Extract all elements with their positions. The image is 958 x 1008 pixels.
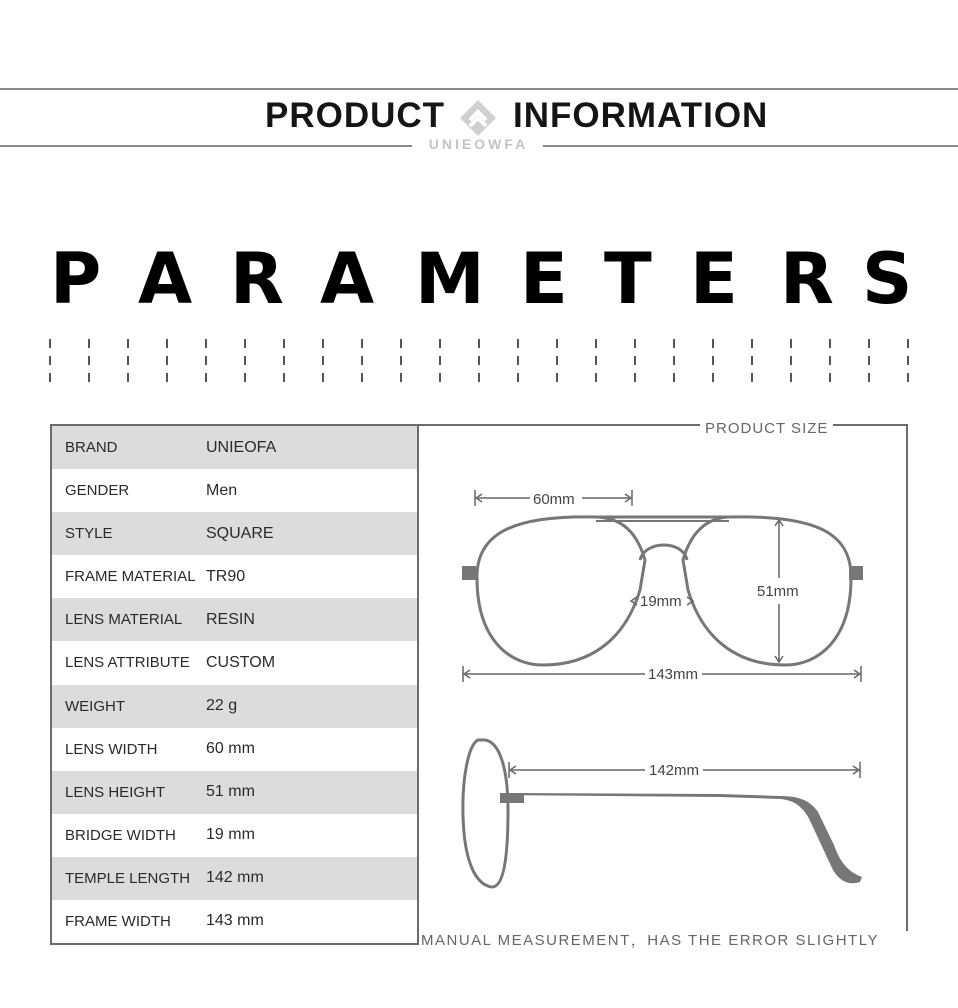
tick-mark bbox=[400, 339, 402, 348]
tick-mark bbox=[166, 339, 168, 348]
tick-mark bbox=[478, 356, 480, 365]
tick-mark bbox=[88, 339, 90, 348]
tick-mark bbox=[595, 373, 597, 382]
parameter-value: TR90 bbox=[206, 567, 246, 585]
tick-mark bbox=[166, 373, 168, 382]
tick-mark bbox=[790, 373, 792, 382]
parameter-label: LENS WIDTH bbox=[65, 740, 158, 758]
tick-mark bbox=[517, 373, 519, 382]
tick-mark bbox=[361, 373, 363, 382]
tick-mark bbox=[634, 356, 636, 365]
parameter-label: GENDER bbox=[65, 482, 130, 500]
parameter-value: RESIN bbox=[206, 610, 255, 628]
tick-mark bbox=[439, 373, 441, 382]
parameter-value: 19 mm bbox=[206, 826, 255, 844]
header-bottom-rule-left bbox=[0, 145, 412, 147]
title-letter: M bbox=[415, 238, 485, 320]
parameter-label: STYLE bbox=[65, 525, 113, 543]
tick-mark bbox=[868, 356, 870, 365]
parameter-label: FRAME WIDTH bbox=[65, 912, 171, 930]
tick-mark bbox=[166, 356, 168, 365]
tick-mark bbox=[127, 339, 129, 348]
product-size-title: PRODUCT SIZE bbox=[700, 420, 833, 437]
tick-mark bbox=[517, 356, 519, 365]
tick-mark bbox=[829, 373, 831, 382]
tick-mark bbox=[361, 339, 363, 348]
tick-mark bbox=[712, 339, 714, 348]
parameter-value: SQUARE bbox=[206, 524, 274, 542]
measurement-note: MANUAL MEASUREMENT，HAS THE ERROR SLIGHTLY bbox=[421, 932, 879, 949]
tick-mark bbox=[361, 356, 363, 365]
parameter-label: LENS MATERIAL bbox=[65, 611, 183, 629]
right-hinge bbox=[849, 566, 863, 580]
tick-mark bbox=[712, 373, 714, 382]
tick-mark bbox=[205, 373, 207, 382]
glasses-side-view bbox=[463, 740, 508, 887]
tick-mark bbox=[49, 356, 51, 365]
parameter-label: TEMPLE LENGTH bbox=[65, 869, 191, 887]
parameter-row bbox=[52, 728, 417, 771]
parameter-value: Men bbox=[206, 481, 238, 499]
lens-width-label: 60mm bbox=[533, 491, 575, 508]
tick-mark bbox=[673, 356, 675, 365]
tick-mark bbox=[868, 339, 870, 348]
tick-mark bbox=[439, 339, 441, 348]
parameter-row bbox=[52, 469, 417, 512]
parameter-row bbox=[52, 512, 417, 555]
title-letter: R bbox=[230, 238, 284, 320]
tick-mark bbox=[556, 339, 558, 348]
tick-mark bbox=[205, 356, 207, 365]
tick-mark bbox=[712, 356, 714, 365]
diamond-logo-icon bbox=[458, 98, 498, 138]
parameter-value: 142 mm bbox=[206, 869, 264, 887]
brand-subtitle: UNIEOWFA bbox=[428, 136, 529, 152]
parameter-label: LENS ATTRIBUTE bbox=[65, 654, 190, 672]
tick-mark bbox=[283, 373, 285, 382]
header-top-rule bbox=[0, 88, 958, 90]
tick-mark bbox=[790, 339, 792, 348]
tick-mark bbox=[322, 339, 324, 348]
tick-mark bbox=[907, 356, 909, 365]
tick-mark bbox=[829, 339, 831, 348]
tick-mark bbox=[283, 356, 285, 365]
tick-mark bbox=[88, 373, 90, 382]
parameter-row bbox=[52, 685, 417, 728]
frame-width-label: 143mm bbox=[648, 666, 699, 683]
tick-mark bbox=[400, 356, 402, 365]
header-right-word: INFORMATION bbox=[513, 96, 769, 135]
lens-height-label: 51mm bbox=[757, 583, 799, 600]
parameter-label: WEIGHT bbox=[65, 697, 125, 715]
temple-arm bbox=[500, 793, 862, 883]
glasses-diagram bbox=[416, 426, 958, 926]
bridge-width-label: 19mm bbox=[640, 593, 682, 610]
tick-mark bbox=[556, 356, 558, 365]
tick-mark bbox=[673, 339, 675, 348]
parameter-value: 60 mm bbox=[206, 740, 255, 758]
tick-mark bbox=[790, 356, 792, 365]
tick-mark bbox=[244, 339, 246, 348]
tick-mark bbox=[400, 373, 402, 382]
tick-mark bbox=[751, 356, 753, 365]
tick-mark bbox=[751, 339, 753, 348]
tick-mark bbox=[595, 356, 597, 365]
parameter-row bbox=[52, 900, 417, 943]
tick-mark bbox=[88, 356, 90, 365]
tick-mark bbox=[244, 373, 246, 382]
tick-mark bbox=[322, 356, 324, 365]
parameter-row bbox=[52, 426, 417, 469]
parameter-row bbox=[52, 641, 417, 684]
parameter-value: CUSTOM bbox=[206, 653, 276, 671]
tick-mark bbox=[907, 373, 909, 382]
parameter-value: 22 g bbox=[206, 697, 238, 715]
parameter-row bbox=[52, 857, 417, 900]
tick-mark bbox=[478, 373, 480, 382]
left-hinge bbox=[462, 566, 476, 580]
parameter-label: BRIDGE WIDTH bbox=[65, 826, 176, 844]
tick-mark bbox=[478, 339, 480, 348]
tick-mark bbox=[556, 373, 558, 382]
tick-mark bbox=[751, 373, 753, 382]
parameter-value: 51 mm bbox=[206, 783, 255, 801]
tick-mark bbox=[49, 373, 51, 382]
title-letter: R bbox=[780, 238, 834, 320]
parameter-row bbox=[52, 598, 417, 641]
tick-mark bbox=[829, 356, 831, 365]
parameter-value: UNIEOFA bbox=[206, 438, 277, 456]
tick-mark bbox=[205, 339, 207, 348]
title-letter: A bbox=[320, 238, 375, 320]
tick-mark bbox=[49, 339, 51, 348]
title-letter: A bbox=[138, 238, 193, 320]
title-letter: P bbox=[50, 238, 102, 320]
tick-mark bbox=[868, 373, 870, 382]
tick-mark bbox=[634, 339, 636, 348]
tick-mark bbox=[127, 356, 129, 365]
tick-mark bbox=[439, 356, 441, 365]
parameters-table bbox=[50, 424, 419, 945]
title-letter: T bbox=[604, 238, 652, 320]
title-letter: S bbox=[862, 238, 913, 320]
parameter-label: FRAME MATERIAL bbox=[65, 568, 196, 586]
parameter-value: 143 mm bbox=[206, 912, 264, 930]
tick-mark bbox=[127, 373, 129, 382]
temple-length-label: 142mm bbox=[649, 762, 700, 779]
tick-mark bbox=[517, 339, 519, 348]
header-bottom-rule-right bbox=[543, 145, 958, 147]
parameter-row bbox=[52, 814, 417, 857]
tick-mark bbox=[283, 339, 285, 348]
tick-mark bbox=[673, 373, 675, 382]
parameter-row bbox=[52, 555, 417, 598]
tick-mark bbox=[634, 373, 636, 382]
title-letter: E bbox=[690, 238, 738, 320]
tick-mark bbox=[907, 339, 909, 348]
header-left-word: PRODUCT bbox=[265, 96, 446, 135]
parameter-label: BRAND bbox=[65, 439, 118, 457]
parameter-label: LENS HEIGHT bbox=[65, 783, 166, 801]
tick-mark bbox=[322, 373, 324, 382]
tick-mark bbox=[595, 339, 597, 348]
tick-mark bbox=[244, 356, 246, 365]
parameter-row bbox=[52, 771, 417, 814]
title-letter: E bbox=[520, 238, 568, 320]
